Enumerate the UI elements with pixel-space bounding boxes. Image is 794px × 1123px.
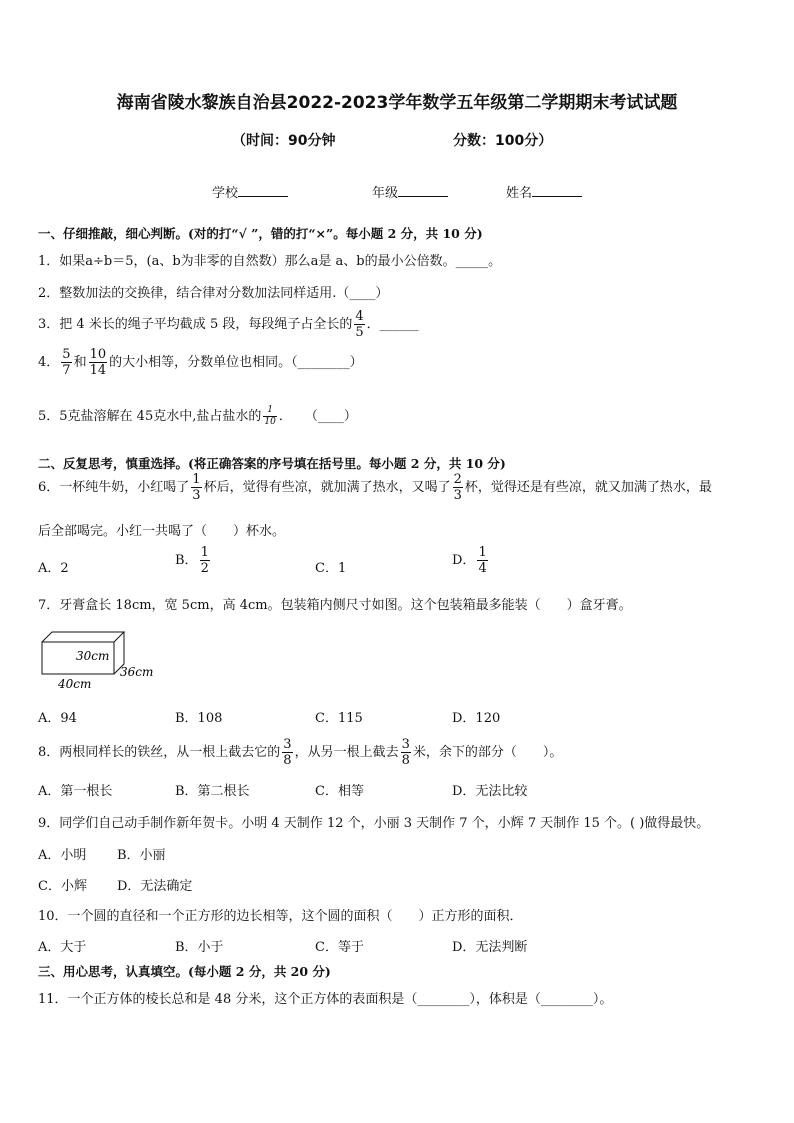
fraction: $\frac{1}{4}$ [478, 545, 487, 576]
question-2: 2．整数加法的交换律，结合律对分数加法同样适用.（____） [38, 286, 389, 301]
school-field: 学校 [212, 182, 288, 201]
grade-blank[interactable] [398, 196, 448, 197]
name-blank[interactable] [532, 196, 582, 197]
section-2-heading: 二、反复思考，慎重选择。(将正确答案的序号填在括号里。每小题 2 分，共 10 分) [38, 456, 506, 471]
q7-option-b[interactable]: B．108 [175, 711, 223, 726]
q8-option-a[interactable]: A．第一根长 [38, 784, 113, 799]
question-9: 9．同学们自己动手制作新年贺卡。小明 4 天制作 12 个，小丽 3 天制作 7 个，小辉 7 天制作 15 个。( )做得最快。 [38, 816, 710, 831]
question-1: 1．如果a÷b＝5，(a、b为非零的自然数）那么a是 a、b的最小公倍数。_____。 [38, 254, 502, 269]
q10-option-a[interactable]: A．大于 [38, 940, 87, 955]
q9-option-a[interactable]: A．小明 [38, 848, 87, 863]
q10-option-d[interactable]: D．无法判断 [452, 940, 528, 955]
section-1-heading: 一、仔细推敲，细心判断。(对的打“√ ”，错的打“×”。每小题 2 分，共 10 分) [38, 226, 483, 241]
grade-field: 年级 [372, 182, 448, 201]
q6-option-a[interactable]: A．2 [38, 561, 69, 576]
q8-option-d[interactable]: D．无法比较 [452, 784, 528, 799]
exam-time: （时间：90分钟 [232, 133, 336, 149]
q8-option-c[interactable]: C．相等 [315, 784, 364, 799]
q7-option-a[interactable]: A．94 [38, 711, 77, 726]
box-depth-label: 36cm [120, 665, 154, 679]
question-5: 5．5克盐溶解在 45克水中,盐占盐水的 $\frac{1}{10}$ ． （____） [38, 405, 357, 427]
question-8: 8．两根同样长的铁丝，从一根上截去它的 $\frac{3}{8}$ ，从另一根上截去 $\frac{3}{8}$ 米，余下的部分（ ）。 [38, 737, 563, 768]
question-10: 10．一个圆的直径和一个正方形的边长相等，这个圆的面积（ ）正方形的面积． [38, 909, 523, 924]
question-6: 6．一杯纯牛奶，小红喝了 $\frac{1}{3}$ 杯后，觉得有些凉，就加满了热水，又喝了 $\frac{2}{3}$ 杯，觉得还是有些凉，就又加满了热水，最 [38, 472, 712, 503]
fraction: $\frac{2}{3}$ [453, 472, 462, 503]
question-6-line-2: 后全部喝完。小红一共喝了（ ）杯水。 [38, 524, 286, 539]
box-diagram [38, 628, 168, 690]
page-title: 海南省陵水黎族自治县2022-2023学年数学五年级第二学期期末考试试题 [116, 93, 678, 113]
q10-option-c[interactable]: C．等于 [315, 940, 364, 955]
q9-option-d[interactable]: D．无法确定 [117, 879, 193, 894]
question-7: 7．牙膏盒长 18cm，宽 5cm，高 4cm。包装箱内侧尺寸如图。这个包装箱最多能装（ ）盒牙膏。 [38, 598, 632, 613]
q10-option-b[interactable]: B．小于 [175, 940, 224, 955]
school-blank[interactable] [238, 196, 288, 197]
q9-option-b[interactable]: B．小丽 [117, 848, 166, 863]
q9-option-c[interactable]: C．小辉 [38, 879, 87, 894]
box-top-face [42, 632, 124, 642]
fraction: $\frac{3}{8}$ [283, 737, 292, 768]
q6-option-b[interactable]: B． $\frac{1}{2}$ [175, 545, 209, 576]
box-height-label: 30cm [76, 649, 110, 663]
fraction: $\frac{10}{14}$ [89, 347, 107, 378]
fraction: $\frac{3}{8}$ [401, 737, 410, 768]
exam-score: 分数：100分） [453, 133, 553, 149]
q8-option-b[interactable]: B．第二根长 [175, 784, 250, 799]
question-3: 3．把 4 米长的绳子平均截成 5 段，每段绳子占全长的 $\frac{4}{5}$ ．______ [38, 309, 419, 340]
fraction: $\frac{1}{10}$ [264, 405, 276, 427]
q6-option-c[interactable]: C．1 [315, 561, 347, 576]
q6-option-d[interactable]: D． $\frac{1}{4}$ [452, 545, 487, 576]
q7-option-d[interactable]: D．120 [452, 711, 501, 726]
name-field: 姓名 [506, 182, 582, 201]
q7-option-c[interactable]: C．115 [315, 711, 363, 726]
fraction: $\frac{5}{7}$ [62, 347, 71, 378]
fraction: $\frac{1}{3}$ [192, 472, 201, 503]
fraction: $\frac{4}{5}$ [355, 309, 364, 340]
section-3-heading: 三、用心思考，认真填空。(每小题 2 分，共 20 分) [38, 964, 331, 979]
question-4: 4． $\frac{5}{7}$ 和 $\frac{10}{14}$ 的大小相等，分数单位也相同。（________） [38, 347, 363, 378]
question-11: 11．一个正方体的棱长总和是 48 分米，这个正方体的表面积是（________），体积是（________）。 [38, 992, 613, 1007]
box-width-label: 40cm [58, 677, 92, 690]
fraction: $\frac{1}{2}$ [200, 545, 209, 576]
